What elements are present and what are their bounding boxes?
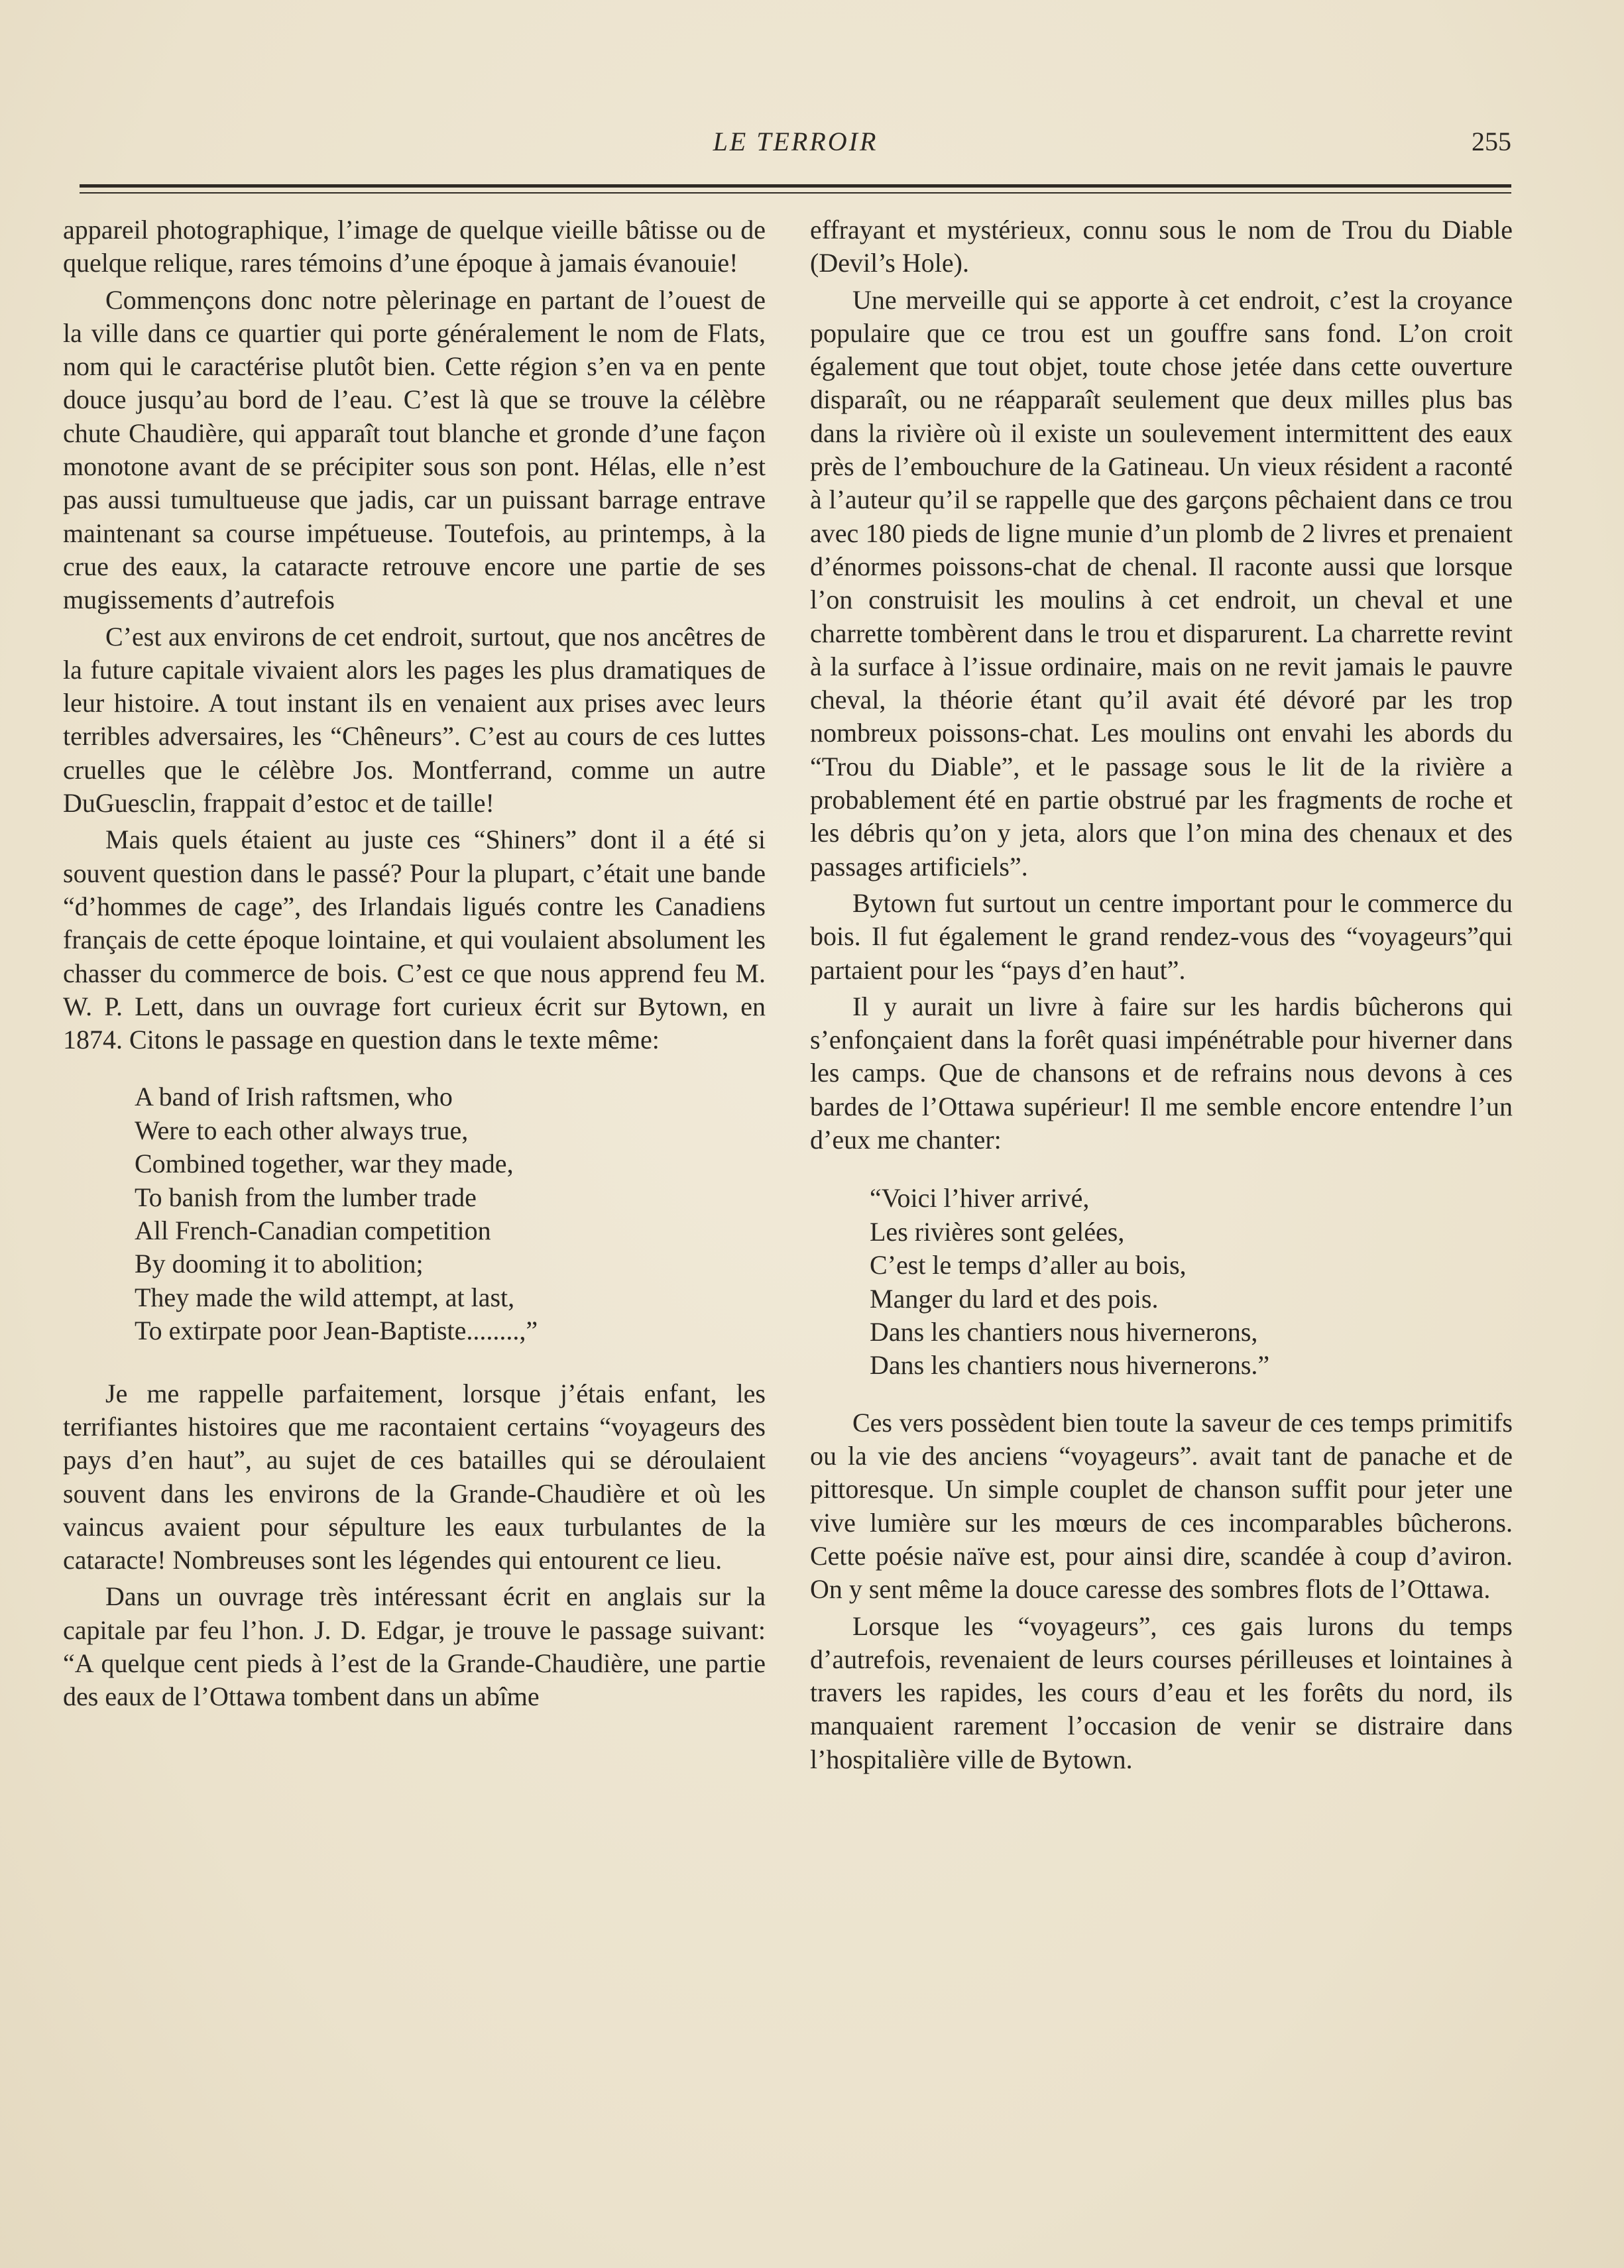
verse-line: Dans les chantiers nous hivernerons.” bbox=[870, 1350, 1270, 1381]
running-title: LE TERROIR bbox=[713, 127, 878, 156]
verse-line: Les rivières sont gelées, bbox=[870, 1216, 1125, 1247]
verse-line: A band of Irish raftsmen, who bbox=[135, 1082, 453, 1112]
verse-line: C’est le temps d’aller au bois, bbox=[870, 1250, 1187, 1280]
paragraph: appareil photographique, l’image de quelque vieille bâtisse ou de quelque relique, rares témoins d’une époque à jamais évanouie! bbox=[63, 215, 766, 278]
paragraph: effrayant et mystérieux, connu sous le nom de Trou du Diable (Devil’s Hole). bbox=[810, 215, 1513, 278]
quoted-verse bbox=[63, 1080, 766, 1347]
verse-line: Were to each other always true, bbox=[135, 1115, 469, 1145]
verse-line: Combined together, war they made, bbox=[135, 1149, 514, 1179]
verse-line: To extirpate poor Jean-Baptiste........,” bbox=[135, 1316, 538, 1346]
verse-line: Manger du lard et des pois. bbox=[870, 1283, 1159, 1314]
verse-line: By dooming it to abolition; bbox=[135, 1249, 424, 1279]
page-number: 255 bbox=[1472, 127, 1511, 156]
verse-line: All French-Canadian competition bbox=[135, 1216, 491, 1246]
paragraph: Mais quels étaient au juste ces “Shiners” dont il a été si souvent question dans le passé? Pour la plupart, c’était une bande “d’hommes de cage”, des Irlandais ligués contre les Canadiens français de cette époque lointaine, et qui voulaient absolument les chasser du commerce de bois. C’est ce que nous apprend feu M. W. P. Lett, dans un ouvrage fort curieux écrit sur Bytown, en 1874. Citons le passage en question dans le texte même: bbox=[63, 824, 766, 1055]
song-verse bbox=[810, 1182, 1513, 1382]
paragraph: Lorsque les “voyageurs”, ces gais lurons du temps d’autrefois, revenaient de leurs courses périlleuses et lointaines à travers les rapides, les cours d’eau et les forêts du nord, ils manquaient rarement l’occasion de venir se distraire dans l’hospitalière ville de Bytown. bbox=[810, 1611, 1513, 1774]
paragraph: Je me rappelle parfaitement, lorsque j’étais enfant, les terrifiantes histoires que me racontaient certains “voyageurs des pays d’en haut”, au sujet de ces batailles qui se déroulaient souvent dans les environs de la Grande-Chaudière et où les vaincus avaient pour sépulture les eaux turbulantes de la cataracte! Nombreuses sont les légendes qui entourent ce lieu. bbox=[63, 1378, 766, 1575]
paragraph: Bytown fut surtout un centre important pour le commerce du bois. Il fut également le grand rendez-vous des “voyageurs”qui partaient pour les “pays d’en haut”. bbox=[810, 887, 1513, 985]
paragraph: Ces vers possèdent bien toute la saveur de ces temps primitifs ou la vie des anciens “voyageurs”. avait tant de panache et de pittoresque. Un simple couplet de chanson suffit pour jeter une vive lumière sur les mœurs de ces incomparables bûcherons. Cette poésie naïve est, pour ainsi dire, scandée à coup d’aviron. On y sent même la douce caresse des sombres flots de l’Ottawa. bbox=[810, 1407, 1513, 1605]
paragraph: Une merveille qui se apporte à cet endroit, c’est la croyance populaire que ce trou est un gouffre sans fond. L’on croit également que tout objet, toute chose jetée dans cette ouverture disparaît, ou ne réapparaît seulement que deux milles plus bas dans la rivière où il existe un soulevement intermittent des eaux près de l’embouchure de la Gatineau. Un vieux résident a raconté à l’auteur qu’il se rappelle que des garçons pêchaient dans ce trou avec 180 pieds de ligne munie d’un plomb de 2 livres et prenaient d’énormes poissons-chat de chenal. Il raconte aussi que lorsque l’on construisit les moulins à cet endroit, un cheval et une charrette tombèrent dans le trou et disparurent. La charrette revint à la surface à l’issue ordinaire, mais on ne revit jamais le pauvre cheval, la théorie étant qu’il avait été dévoré par les trop nombreux poissons-chat. Les moulins ont envahi les abords du “Trou du Diable”, et le passage sous le lit de la rivière a probablement été en partie obstrué par les fragments de roche et les débris qu’on y jeta, alors que l’on mina des chenaux et des passages artificiels”. bbox=[810, 284, 1513, 881]
verse-line: Dans les chantiers nous hivernerons, bbox=[870, 1316, 1258, 1347]
right-column bbox=[810, 213, 1513, 1780]
verse-line: They made the wild attempt, at last, bbox=[135, 1282, 515, 1312]
header-rule-thin bbox=[80, 192, 1511, 194]
running-header bbox=[80, 126, 1511, 166]
left-column bbox=[63, 213, 766, 1717]
paragraph: Commençons donc notre pèlerinage en partant de l’ouest de la ville dans ce quartier qui porte généralement le nom de Flats, nom qui le caractérise plutôt bien. Cette région s’en va en pente douce jusqu’au bord de l’eau. C’est là que se trouve la célèbre chute Chaudière, qui apparaît tout blanche et gronde d’une façon monotone avant de se précipiter sous son pont. Hélas, elle n’est pas aussi tumultueuse que jadis, car un puissant barrage entrave maintenant sa course impétueuse. Toutefois, au printemps, à la crue des eaux, la cataracte retrouve encore une partie de ses mugissements d’autrefois bbox=[63, 284, 766, 615]
verse-line: “Voici l’hiver arrivé, bbox=[870, 1183, 1090, 1214]
verse-line: To banish from the lumber trade bbox=[135, 1182, 477, 1212]
paragraph: Dans un ouvrage très intéressant écrit en anglais sur la capitale par feu l’hon. J. D. Edgar, je trouve le passage suivant: “A quelque cent pieds à l’est de la Grande-Chaudière, une partie des eaux de l’Ottawa tombent dans un abîme bbox=[63, 1581, 766, 1712]
paragraph: C’est aux environs de cet endroit, surtout, que nos ancêtres de la future capitale vivaient alors les pages les plus dramatiques de leur histoire. A tout instant ils en venaient aux prises avec leurs terribles adversaires, les “Chêneurs”. C’est au cours de ces luttes cruelles que le célèbre Jos. Montferrand, comme un autre DuGuesclin, frappait d’estoc et de taille! bbox=[63, 621, 766, 819]
header-rule bbox=[80, 184, 1511, 188]
paragraph: Il y aurait un livre à faire sur les hardis bûcherons qui s’enfonçaient dans la forêt quasi impénétrable pour hiverner dans les camps. Que de chansons et de refrains nous devons à ces bardes de l’Ottawa supérieur! Il me semble encore entendre l’un d’eux me chanter: bbox=[810, 991, 1513, 1155]
